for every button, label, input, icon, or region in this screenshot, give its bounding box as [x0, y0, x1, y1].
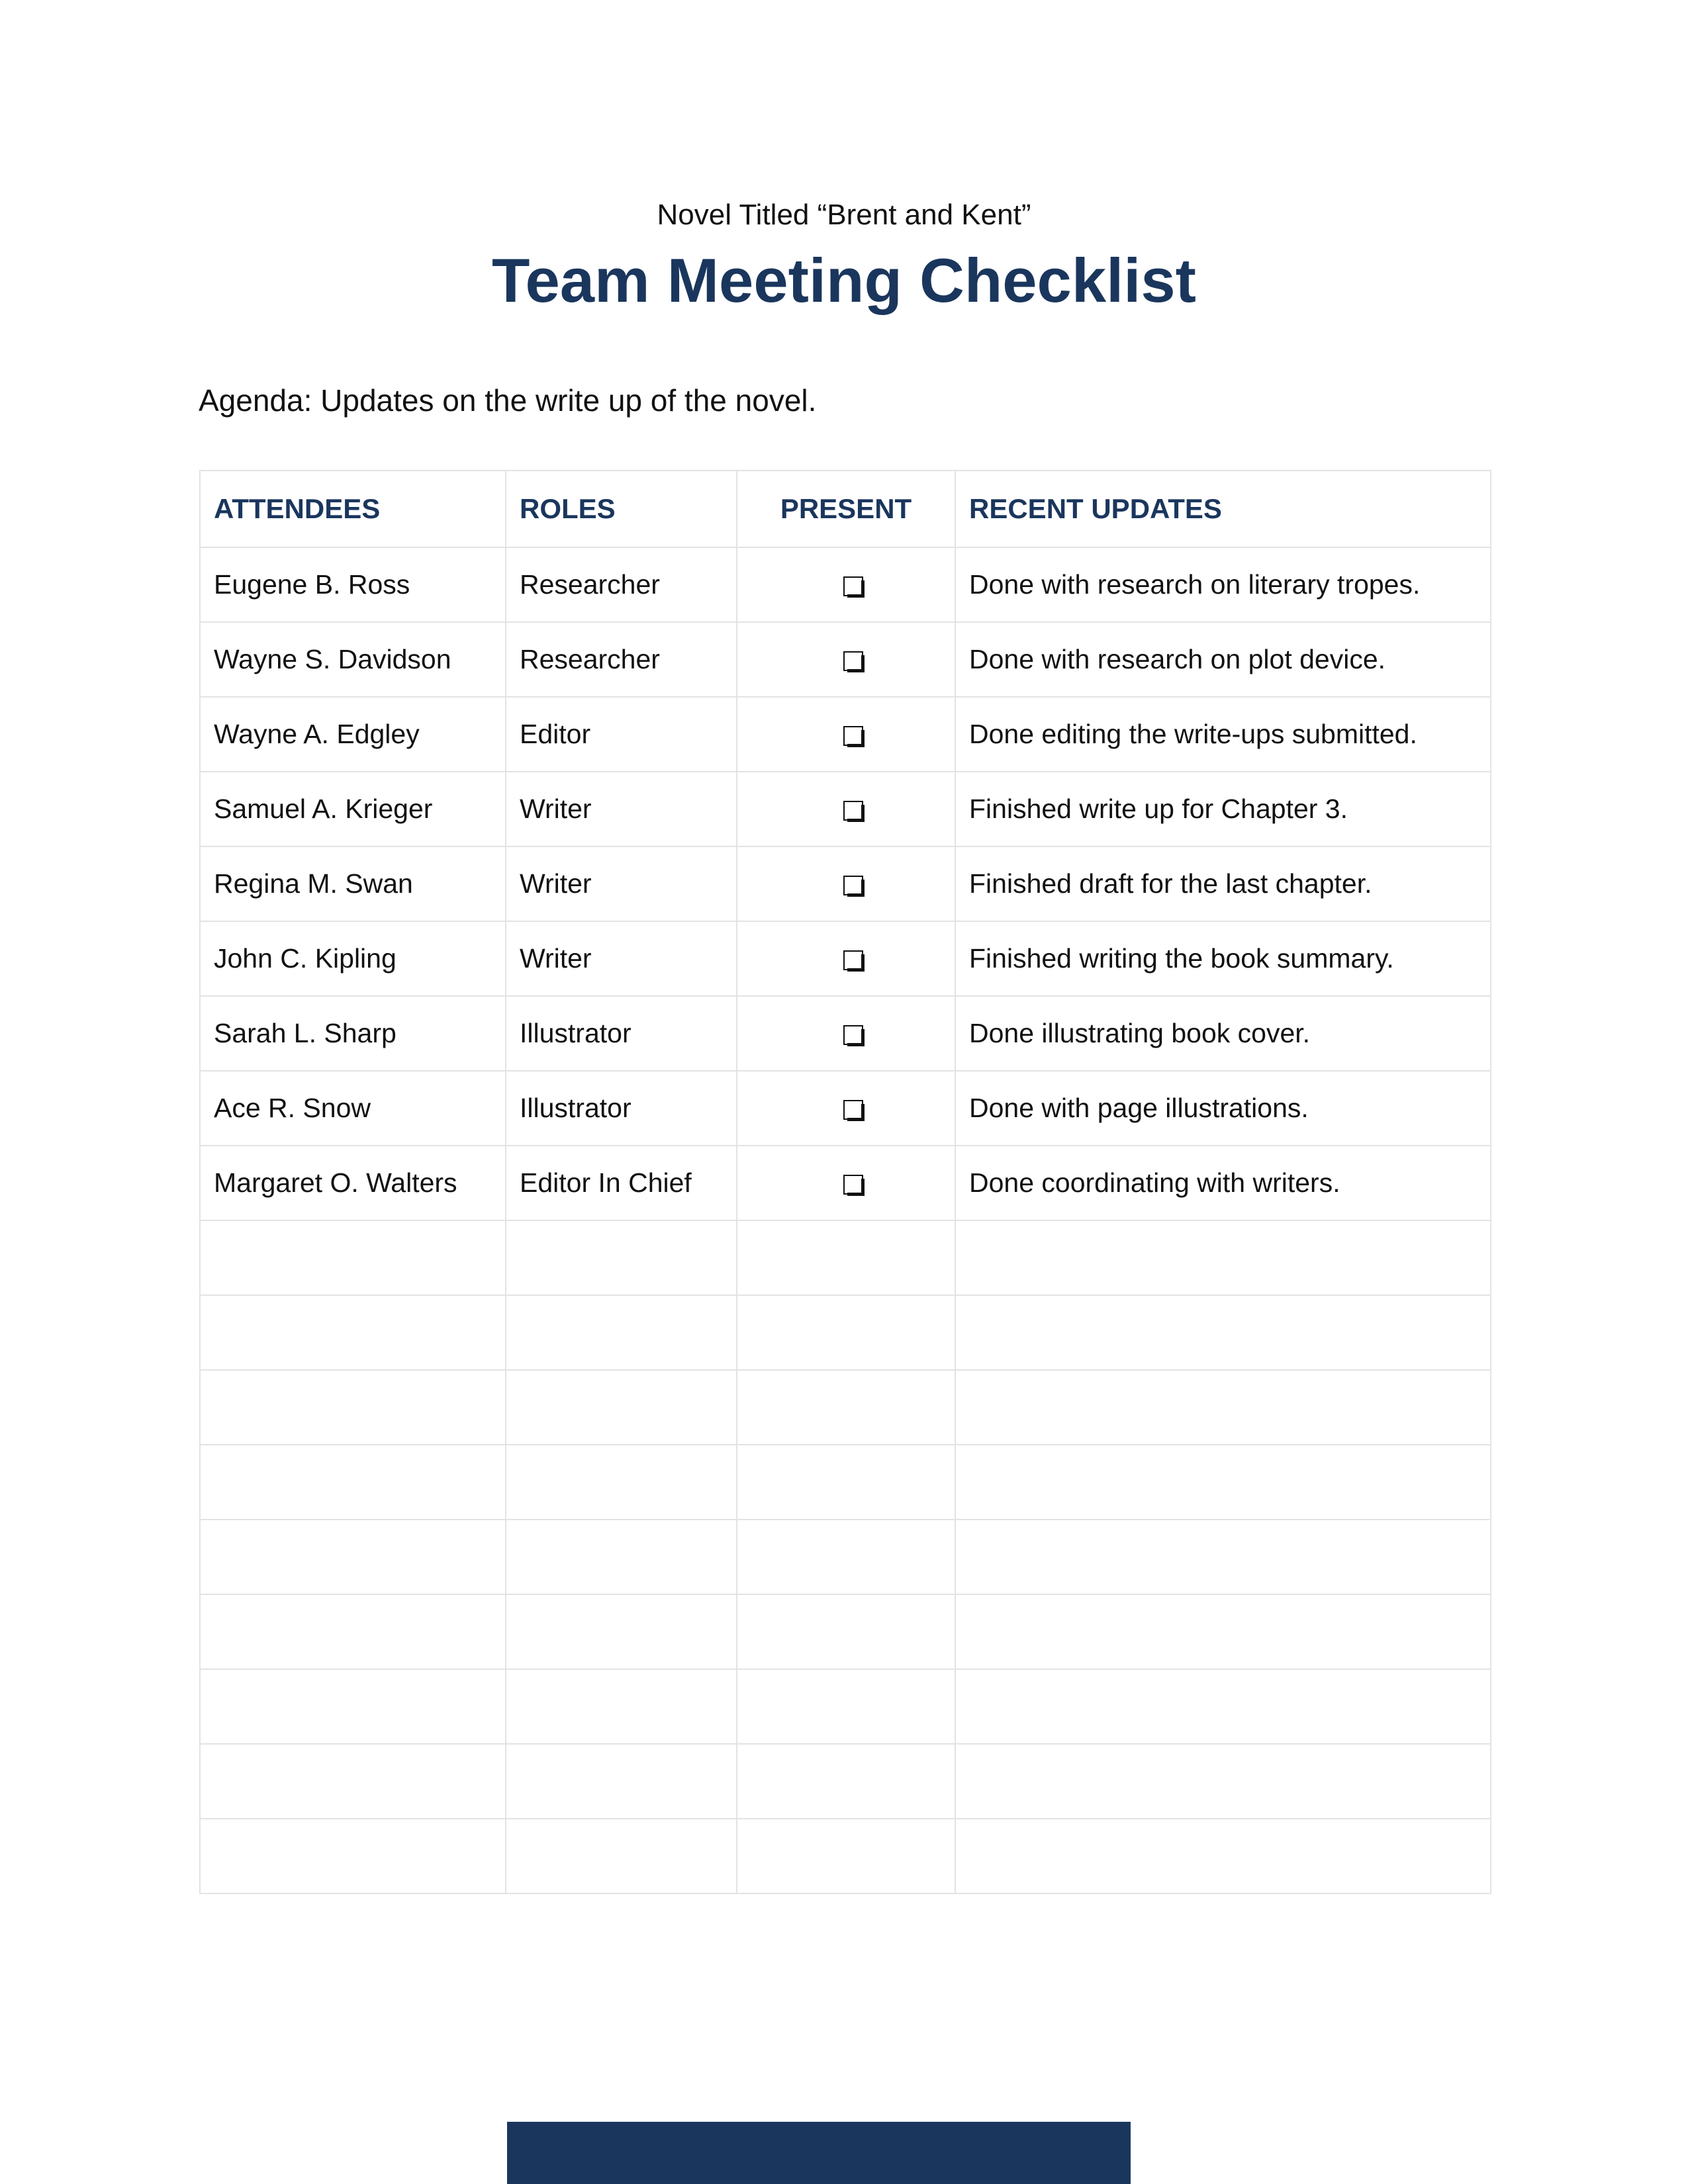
checkbox-icon[interactable]: [843, 950, 863, 970]
recent-update: Done editing the write-ups submitted.: [955, 697, 1491, 772]
present-cell: [737, 846, 955, 921]
table-row: [200, 697, 1491, 772]
empty-table-row: [200, 1594, 1491, 1669]
empty-cell[interactable]: [200, 1744, 506, 1819]
present-cell: [737, 622, 955, 697]
empty-cell[interactable]: [955, 1520, 1491, 1594]
attendee-role: Writer: [506, 772, 737, 846]
attendee-name: Margaret O. Walters: [200, 1146, 506, 1220]
empty-cell[interactable]: [506, 1669, 737, 1744]
attendee-role: Illustrator: [506, 1071, 737, 1146]
attendee-name: Wayne A. Edgley: [200, 697, 506, 772]
empty-cell[interactable]: [955, 1594, 1491, 1669]
recent-update: Finished write up for Chapter 3.: [955, 772, 1491, 846]
empty-table-row: [200, 1445, 1491, 1520]
present-cell: [737, 697, 955, 772]
empty-cell[interactable]: [200, 1520, 506, 1594]
recent-update: Done with research on literary tropes.: [955, 547, 1491, 622]
empty-table-row: [200, 1819, 1491, 1893]
empty-cell[interactable]: [200, 1295, 506, 1370]
attendee-name: John C. Kipling: [200, 921, 506, 996]
empty-cell[interactable]: [737, 1370, 955, 1445]
empty-cell[interactable]: [737, 1669, 955, 1744]
attendee-role: Editor In Chief: [506, 1146, 737, 1220]
checkbox-icon[interactable]: [843, 651, 863, 671]
agenda-text: Agenda: Updates on the write up of the novel.: [199, 383, 817, 418]
empty-cell[interactable]: [506, 1744, 737, 1819]
document-subtitle: Novel Titled “Brent and Kent”: [657, 199, 1031, 231]
attendee-name: Sarah L. Sharp: [200, 996, 506, 1071]
table-row: [200, 1146, 1491, 1220]
table-header-row: [200, 471, 1491, 547]
recent-update: Done coordinating with writers.: [955, 1146, 1491, 1220]
empty-cell[interactable]: [955, 1445, 1491, 1520]
empty-cell[interactable]: [200, 1445, 506, 1520]
empty-cell[interactable]: [200, 1220, 506, 1295]
empty-table-row: [200, 1220, 1491, 1295]
present-cell: [737, 921, 955, 996]
checkbox-icon[interactable]: [843, 1025, 863, 1045]
checkbox-icon[interactable]: [843, 1175, 863, 1195]
attendee-role: Writer: [506, 846, 737, 921]
attendee-table: [199, 470, 1491, 1894]
attendee-role: Researcher: [506, 622, 737, 697]
empty-cell[interactable]: [737, 1220, 955, 1295]
attendee-name: Regina M. Swan: [200, 846, 506, 921]
present-cell: [737, 1146, 955, 1220]
attendee-role: Illustrator: [506, 996, 737, 1071]
table-row: [200, 996, 1491, 1071]
checkbox-icon[interactable]: [843, 876, 863, 895]
empty-cell[interactable]: [737, 1520, 955, 1594]
present-cell: [737, 547, 955, 622]
attendee-name: Ace R. Snow: [200, 1071, 506, 1146]
document-title: Team Meeting Checklist: [492, 246, 1196, 315]
table-row: [200, 1071, 1491, 1146]
empty-cell[interactable]: [506, 1370, 737, 1445]
empty-cell[interactable]: [737, 1744, 955, 1819]
empty-cell[interactable]: [955, 1295, 1491, 1370]
checkbox-icon[interactable]: [843, 1100, 863, 1120]
empty-cell[interactable]: [955, 1669, 1491, 1744]
header-present: PRESENT: [737, 471, 955, 547]
empty-table-row: [200, 1744, 1491, 1819]
checkbox-icon[interactable]: [843, 576, 863, 596]
empty-cell[interactable]: [506, 1445, 737, 1520]
empty-table-row: [200, 1295, 1491, 1370]
attendee-role: Editor: [506, 697, 737, 772]
attendee-role: Writer: [506, 921, 737, 996]
recent-update: Finished draft for the last chapter.: [955, 846, 1491, 921]
table-row: [200, 547, 1491, 622]
present-cell: [737, 996, 955, 1071]
empty-cell[interactable]: [955, 1819, 1491, 1893]
header-attendees: ATTENDEES: [200, 471, 506, 547]
empty-cell[interactable]: [506, 1520, 737, 1594]
attendee-name: Wayne S. Davidson: [200, 622, 506, 697]
empty-cell[interactable]: [506, 1594, 737, 1669]
empty-table-row: [200, 1669, 1491, 1744]
recent-update: Finished writing the book summary.: [955, 921, 1491, 996]
recent-update: Done with page illustrations.: [955, 1071, 1491, 1146]
empty-cell[interactable]: [737, 1295, 955, 1370]
empty-cell[interactable]: [737, 1594, 955, 1669]
table-row: [200, 772, 1491, 846]
recent-update: Done with research on plot device.: [955, 622, 1491, 697]
empty-cell[interactable]: [200, 1594, 506, 1669]
empty-cell[interactable]: [955, 1220, 1491, 1295]
empty-table-row: [200, 1370, 1491, 1445]
empty-cell[interactable]: [200, 1669, 506, 1744]
empty-cell[interactable]: [506, 1295, 737, 1370]
empty-cell[interactable]: [200, 1819, 506, 1893]
attendee-role: Researcher: [506, 547, 737, 622]
empty-cell[interactable]: [200, 1370, 506, 1445]
table-body: [200, 547, 1491, 1893]
empty-cell[interactable]: [955, 1370, 1491, 1445]
empty-cell[interactable]: [737, 1445, 955, 1520]
checkbox-icon[interactable]: [843, 801, 863, 821]
present-cell: [737, 772, 955, 846]
table-row: [200, 921, 1491, 996]
empty-cell[interactable]: [506, 1819, 737, 1893]
recent-update: Done illustrating book cover.: [955, 996, 1491, 1071]
attendee-name: Samuel A. Krieger: [200, 772, 506, 846]
table-row: [200, 846, 1491, 921]
table-row: [200, 622, 1491, 697]
empty-table-row: [200, 1520, 1491, 1594]
empty-cell[interactable]: [955, 1744, 1491, 1819]
present-cell: [737, 1071, 955, 1146]
empty-cell[interactable]: [737, 1819, 955, 1893]
header-roles: ROLES: [506, 471, 737, 547]
empty-cell[interactable]: [506, 1220, 737, 1295]
footer-bar: [507, 2122, 1131, 2184]
header-recent-updates: RECENT UPDATES: [955, 471, 1491, 547]
attendee-name: Eugene B. Ross: [200, 547, 506, 622]
checkbox-icon[interactable]: [843, 726, 863, 746]
